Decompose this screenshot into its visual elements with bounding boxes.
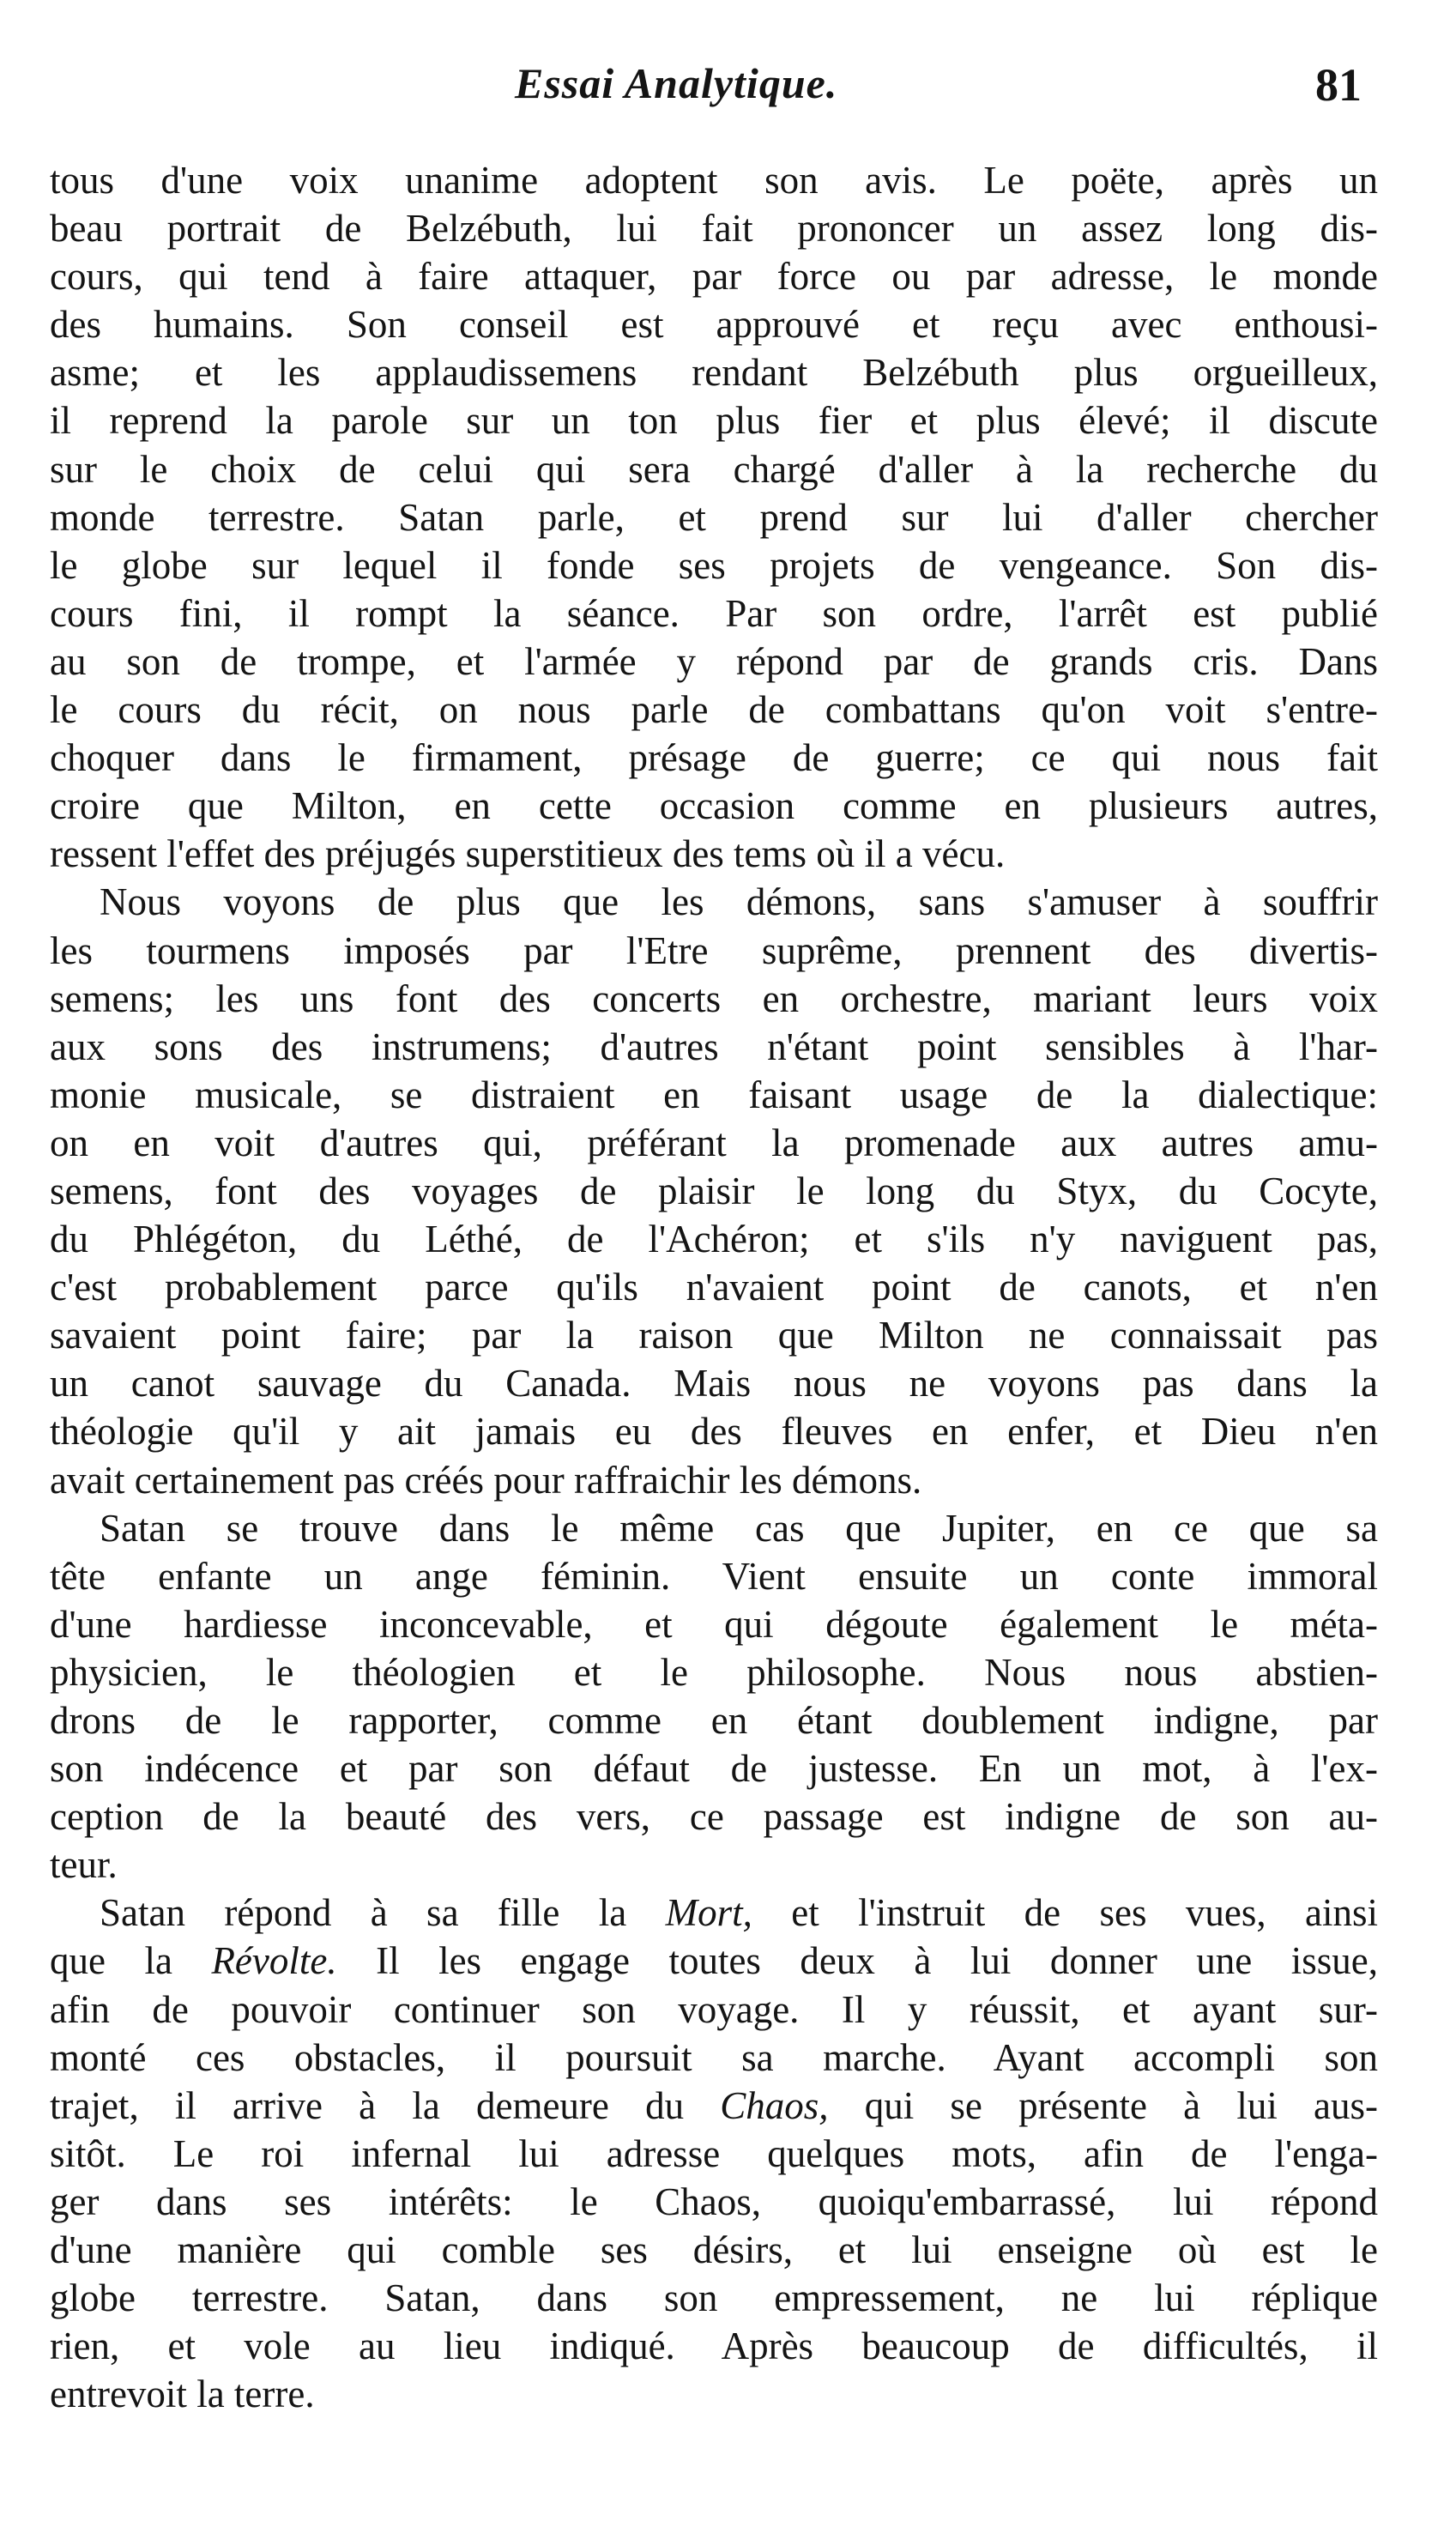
text-segment: qui se présente à lui aus- — [828, 2083, 1378, 2127]
text-line: savaient point faire; par la raison que Milton ne connaissait pas — [50, 1314, 1378, 1357]
text-line: semens, font des voyages de plaisir le long du Styx, du Cocyte, — [50, 1169, 1378, 1212]
text-line: on en voit d'autres qui, préférant la promenade aux autres amu- — [50, 1121, 1378, 1164]
text-line: cours, qui tend à faire attaquer, par force ou par adresse, le monde — [50, 255, 1378, 299]
page-number: 81 — [1315, 59, 1362, 111]
italic-name: Chaos, — [720, 2083, 829, 2127]
italic-name: Révolte. — [211, 1939, 337, 1983]
text-line: ception de la beauté des vers, ce passage est indigne de son au- — [50, 1795, 1378, 1839]
text-line: monie musicale, se distraient en faisant usage de la dialectique: — [50, 1073, 1378, 1116]
text-line: entrevoit la terre. — [50, 2373, 315, 2416]
text-segment: trajet, il arrive à la demeure du — [50, 2083, 721, 2127]
text-line: monde terrestre. Satan parle, et prend sur lui d'aller chercher — [50, 495, 1378, 539]
running-head — [0, 58, 1456, 118]
text-segment: Satan répond à sa fille la — [100, 1891, 666, 1935]
text-line — [50, 2082, 1378, 2130]
text-line: Nous voyons de plus que les démons, sans s'amuser à souffrir — [100, 880, 1378, 924]
text-line: aux sons des instrumens; d'autres n'étant point sensibles à l'har- — [50, 1025, 1378, 1068]
text-line: c'est probablement parce qu'ils n'avaient point de canots, et n'en — [50, 1266, 1378, 1309]
italic-name: Mort, — [665, 1891, 752, 1935]
text-line: cours fini, il rompt la séance. Par son ordre, l'arrêt est publié — [50, 591, 1378, 635]
text-line: tête enfante un ange féminin. Vient ensuite un conte immoral — [50, 1554, 1378, 1598]
text-line: au son de trompe, et l'armée y répond par de grands cris. Dans — [50, 639, 1378, 683]
text-line: d'une manière qui comble ses désirs, et lui enseigne où est le — [50, 2228, 1378, 2272]
text-line: du Phlégéton, du Léthé, de l'Achéron; et s'ils n'y naviguent pas, — [50, 1218, 1378, 1261]
text-line: Satan se trouve dans le même cas que Jupiter, en ce que sa — [100, 1506, 1378, 1550]
text-line: teur. — [50, 1843, 118, 1887]
text-line: d'une hardiesse inconcevable, et qui dégoute également le méta- — [50, 1602, 1378, 1646]
text-segment: que la — [50, 1939, 212, 1983]
text-line — [50, 1937, 1378, 1985]
body-text — [50, 156, 1378, 2418]
text-line — [50, 1889, 1378, 1937]
text-line: asme; et les applaudissemens rendant Belzébuth plus orgueilleux, — [50, 351, 1378, 395]
text-line: avait certainement pas créés pour raffraichir les démons. — [50, 1458, 922, 1502]
text-line: croire que Milton, en cette occasion comme en plusieurs autres, — [50, 784, 1378, 828]
text-line: monté ces obstacles, il poursuit sa marche. Ayant accompli son — [50, 2035, 1378, 2079]
text-line: les tourmens imposés par l'Etre suprême, prennent des divertis- — [50, 928, 1378, 972]
text-line: le cours du récit, on nous parle de combattans qu'on voit s'entre- — [50, 688, 1378, 732]
text-segment: et l'instruit de ses vues, ainsi — [752, 1891, 1378, 1935]
text-line: choquer dans le firmament, présage de guerre; ce qui nous fait — [50, 736, 1378, 780]
text-line: des humains. Son conseil est approuvé et reçu avec enthousi- — [50, 303, 1378, 347]
text-line: tous d'une voix unanime adoptent son avis. Le poëte, après un — [50, 159, 1378, 202]
text-line: ressent l'effet des préjugés superstitieux des tems où il a vécu. — [50, 832, 1006, 876]
text-line: sur le choix de celui qui sera chargé d'aller à la recherche du — [50, 447, 1378, 491]
text-line: il reprend la parole sur un ton plus fier et plus élevé; il discute — [50, 399, 1378, 443]
text-line: physicien, le théologien et le philosophe. Nous nous abstien- — [50, 1650, 1378, 1694]
text-line: rien, et vole au lieu indiqué. Après beaucoup de difficultés, il — [50, 2324, 1378, 2368]
text-line: un canot sauvage du Canada. Mais nous ne voyons pas dans la — [50, 1362, 1378, 1406]
text-line: le globe sur lequel il fonde ses projets de vengeance. Son dis- — [50, 543, 1378, 587]
text-line: semens; les uns font des concerts en orchestre, mariant leurs voix — [50, 976, 1378, 1020]
text-line: drons de le rapporter, comme en étant doublement indigne, par — [50, 1699, 1378, 1742]
text-line: ger dans ses intérêts: le Chaos, quoiqu'embarrassé, lui répond — [50, 2179, 1378, 2223]
text-line: sitôt. Le roi infernal lui adresse quelques mots, afin de l'enga- — [50, 2131, 1378, 2175]
text-line: globe terrestre. Satan, dans son empressement, ne lui réplique — [50, 2276, 1378, 2320]
text-line: théologie qu'il y ait jamais eu des fleuves en enfer, et Dieu n'en — [50, 1410, 1378, 1454]
text-line: afin de pouvoir continuer son voyage. Il y réussit, et ayant sur- — [50, 1987, 1378, 2031]
text-line: beau portrait de Belzébuth, lui fait prononcer un assez long dis- — [50, 207, 1378, 251]
text-line: son indécence et par son défaut de justesse. En un mot, à l'ex- — [50, 1747, 1378, 1791]
running-title: Essai Analytique. — [515, 59, 838, 107]
text-segment: Il les engage toutes deux à lui donner une issue, — [336, 1939, 1378, 1983]
